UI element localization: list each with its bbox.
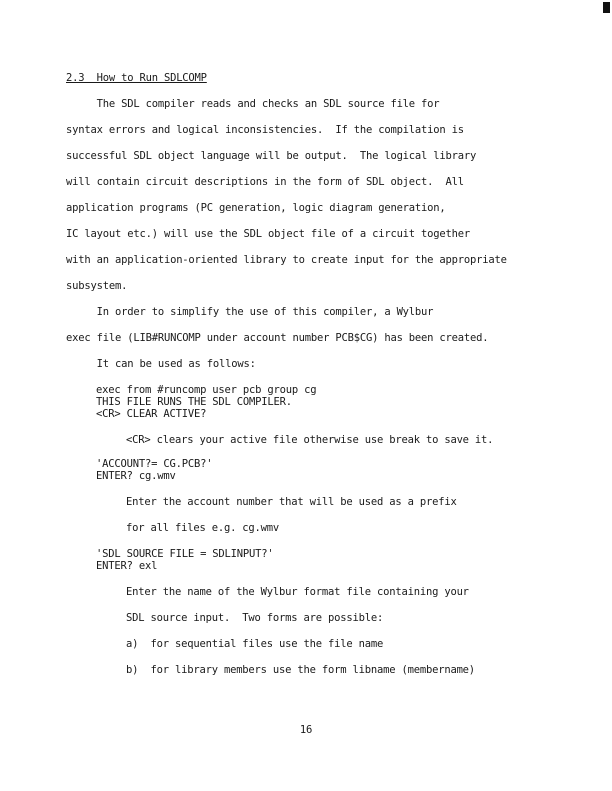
paragraph-line: exec file (LIB#RUNCOMP under account number PCB$CG) has been created. (66, 332, 489, 344)
page-number: 16 (299, 724, 313, 736)
note-line: Enter the account number that will be used as a prefix (126, 496, 457, 508)
session-line: <CR> CLEAR ACTIVE? (96, 408, 207, 420)
session-line: exec from #runcomp user pcb group cg (96, 384, 317, 396)
session-line: ENTER? cg.wmv (96, 470, 176, 482)
scan-corner-mark (603, 2, 610, 13)
note-line: Enter the name of the Wylbur format file containing your (126, 586, 469, 598)
paragraph-line: The SDL compiler reads and checks an SDL source file for (66, 98, 440, 110)
paragraph-line: with an application-oriented library to create input for the appropriate (66, 254, 507, 266)
paragraph-line: IC layout etc.) will use the SDL object file of a circuit together (66, 228, 471, 240)
section-heading: 2.3 How to Run SDLCOMP (66, 72, 207, 84)
note-line: SDL source input. Two forms are possible: (126, 612, 384, 624)
paragraph-line: subsystem. (66, 280, 128, 292)
option-item: a) for sequential files use the file name (126, 638, 384, 650)
option-item: b) for library members use the form libname (membername) (126, 664, 475, 676)
session-line: THIS FILE RUNS THE SDL COMPILER. (96, 396, 292, 408)
note-line: for all files e.g. cg.wmv (126, 522, 280, 534)
paragraph-line: successful SDL object language will be output. The logical library (66, 150, 477, 162)
session-line: 'ACCOUNT?= CG.PCB?' (96, 458, 213, 470)
session-line: 'SDL SOURCE FILE = SDLINPUT?' (96, 548, 274, 560)
paragraph-line: It can be used as follows: (66, 358, 256, 370)
paragraph-line: application programs (PC generation, logic diagram generation, (66, 202, 446, 214)
paragraph-line: In order to simplify the use of this compiler, a Wylbur (66, 306, 434, 318)
session-line: ENTER? exl (96, 560, 158, 572)
paragraph-line: will contain circuit descriptions in the form of SDL object. All (66, 176, 464, 188)
paragraph-line: syntax errors and logical inconsistencies. If the compilation is (66, 124, 464, 136)
note-line: <CR> clears your active file otherwise use break to save it. (126, 434, 494, 446)
